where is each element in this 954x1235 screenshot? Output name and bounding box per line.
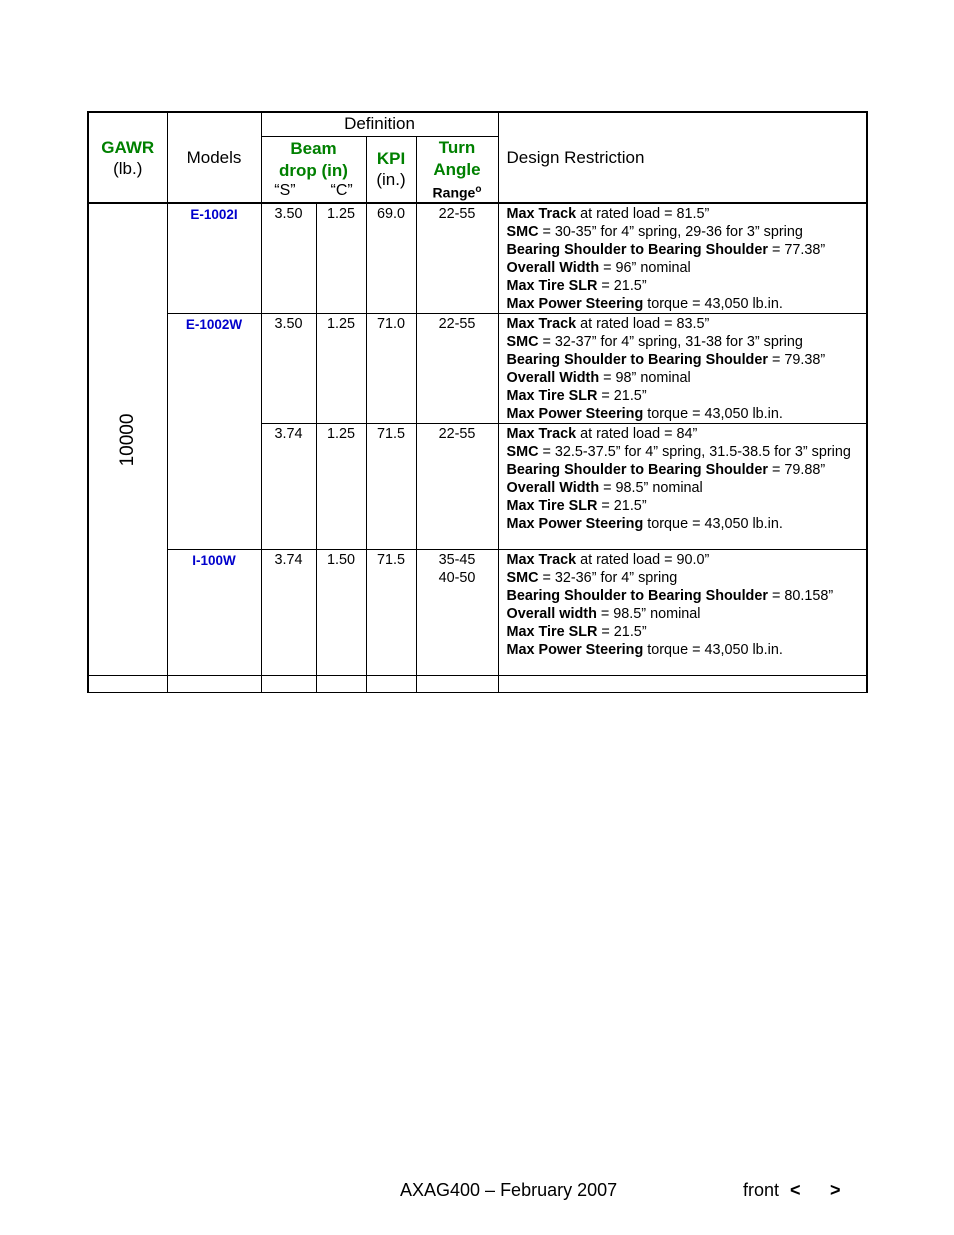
beam-drop-label: Beam drop (in) xyxy=(279,139,348,181)
kpi-value: 71.5 xyxy=(366,424,416,550)
kpi-label: KPI xyxy=(376,149,406,169)
restriction-line: Overall Width = 96” nominal xyxy=(506,260,691,276)
empty-cell xyxy=(261,676,316,693)
restriction-cell xyxy=(498,550,867,676)
turn-angle-value: 22-55 xyxy=(416,203,498,314)
kpi-value: 69.0 xyxy=(366,203,416,314)
beam-s-value: 3.74 xyxy=(261,424,316,550)
restriction-cell xyxy=(498,424,867,550)
restriction-line: Bearing Shoulder to Bearing Shoulder = 79.38” xyxy=(506,352,826,368)
restriction-line: SMC = 32-36” for 4” spring xyxy=(506,570,678,586)
restriction-cell xyxy=(498,203,867,314)
restriction-line: Max Track at rated load = 81.5” xyxy=(506,206,710,222)
table-row xyxy=(88,203,867,314)
kpi-value: 71.5 xyxy=(366,550,416,676)
turn-angle-value xyxy=(416,550,498,676)
restriction-line: Max Track at rated load = 90.0” xyxy=(506,552,710,568)
restriction-line: Max Power Steering torque = 43,050 lb.in. xyxy=(506,516,783,532)
empty-cell xyxy=(167,676,261,693)
turn-angle-label: Turn Angle xyxy=(433,137,481,179)
prev-page-link[interactable]: < xyxy=(790,1180,801,1200)
models-header: Models xyxy=(167,112,261,203)
beam-c-value: 1.25 xyxy=(316,203,366,314)
empty-cell xyxy=(416,676,498,693)
spec-table xyxy=(87,111,868,693)
gawr-label: GAWR xyxy=(101,137,155,157)
empty-cell xyxy=(366,676,416,693)
model-name: I-100W xyxy=(167,550,261,676)
restriction-line: Max Tire SLR = 21.5” xyxy=(506,498,647,514)
gawr-value-cell xyxy=(88,203,167,676)
empty-cell xyxy=(88,676,167,693)
beam-drop-header xyxy=(261,136,366,203)
empty-row xyxy=(88,676,867,693)
restriction-line: Overall Width = 98” nominal xyxy=(506,370,691,386)
restriction-line: Bearing Shoulder to Bearing Shoulder = 80.158” xyxy=(506,588,834,604)
restriction-line: Max Track at rated load = 84” xyxy=(506,426,698,442)
turn-angle-line: 35-45 xyxy=(438,552,476,568)
turn-angle-value: 22-55 xyxy=(416,314,498,424)
kpi-value: 71.0 xyxy=(366,314,416,424)
restriction-line: Max Track at rated load = 83.5” xyxy=(506,316,710,332)
restriction-line: Max Tire SLR = 21.5” xyxy=(506,388,647,404)
range-label: Range xyxy=(432,184,476,201)
restriction-line: Bearing Shoulder to Bearing Shoulder = 77.38” xyxy=(506,242,826,258)
beam-c-value: 1.25 xyxy=(316,314,366,424)
beam-s-value: 3.74 xyxy=(261,550,316,676)
restriction-line: Max Power Steering torque = 43,050 lb.in. xyxy=(506,642,783,658)
restriction-line: SMC = 32.5-37.5” for 4” spring, 31.5-38.5 for 3” spring xyxy=(506,444,851,460)
design-restriction-header: Design Restriction xyxy=(498,112,867,203)
restriction-line: Max Tire SLR = 21.5” xyxy=(506,278,647,294)
gawr-unit: (lb.) xyxy=(113,158,143,178)
gawr-header xyxy=(88,112,167,203)
turn-angle-value: 22-55 xyxy=(416,424,498,550)
beam-s-value: 3.50 xyxy=(261,203,316,314)
restriction-line: Overall Width = 98.5” nominal xyxy=(506,480,703,496)
model-name: E-1002W xyxy=(167,314,261,550)
restriction-line: Max Power Steering torque = 43,050 lb.in. xyxy=(506,406,783,422)
gawr-value: 10000 xyxy=(116,413,138,466)
beam-s-label: “S” xyxy=(274,182,296,200)
empty-cell xyxy=(316,676,366,693)
restriction-line: SMC = 32-37” for 4” spring, 31-38 for 3” spring xyxy=(506,334,803,350)
model-name: E-1002I xyxy=(167,203,261,314)
table-row xyxy=(88,550,867,676)
kpi-unit: (in.) xyxy=(376,170,406,190)
table-row xyxy=(88,314,867,424)
next-page-link[interactable]: > xyxy=(830,1180,841,1200)
restriction-line: Bearing Shoulder to Bearing Shoulder = 79.88” xyxy=(506,462,826,478)
turn-angle-header xyxy=(416,136,498,203)
restriction-line: SMC = 30-35” for 4” spring, 29-36 for 3” spring xyxy=(506,224,803,240)
beam-c-label: “C” xyxy=(330,182,353,200)
beam-c-value: 1.50 xyxy=(316,550,366,676)
restriction-cell xyxy=(498,314,867,424)
turn-angle-line: 40-50 xyxy=(438,570,476,586)
empty-cell xyxy=(498,676,867,693)
document-footer: AXAG400 – February 2007 xyxy=(400,1180,618,1200)
restriction-line: Overall width = 98.5” nominal xyxy=(506,606,701,622)
front-label: front xyxy=(743,1180,780,1200)
range-degree: o xyxy=(475,183,482,195)
restriction-line: Max Power Steering torque = 43,050 lb.in. xyxy=(506,296,783,312)
kpi-header xyxy=(366,136,416,203)
beam-c-value: 1.25 xyxy=(316,424,366,550)
restriction-line: Max Tire SLR = 21.5” xyxy=(506,624,647,640)
beam-s-value: 3.50 xyxy=(261,314,316,424)
definition-header: Definition xyxy=(261,112,498,136)
